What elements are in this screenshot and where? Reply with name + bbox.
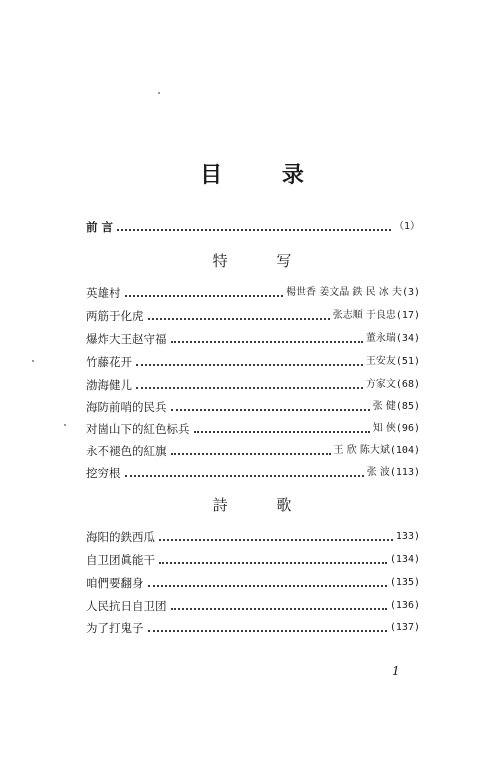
entry-page: (17) <box>395 310 420 321</box>
entry-page: (68) <box>395 379 420 390</box>
toc-entry <box>86 619 420 637</box>
entry-title: 永不褪色的紅旗 <box>86 444 167 458</box>
entry-page: (34) <box>395 333 420 344</box>
section-heading-features: 特 写 <box>212 252 314 270</box>
scan-speck <box>64 424 66 426</box>
entry-author: 张 健 <box>372 401 396 412</box>
entry-page: (136) <box>389 600 420 611</box>
dot-leader <box>171 608 387 610</box>
entry-title: 爆炸大王赵守福 <box>86 332 167 346</box>
toc-entry <box>86 574 420 592</box>
entry-page: (85) <box>395 401 420 412</box>
entry-author: 方家文 <box>365 379 396 390</box>
section-heading-poems: 詩 歌 <box>212 496 314 514</box>
entry-title: 自卫团眞能干 <box>86 553 155 567</box>
entry-title: 对崮山下的紅色标兵 <box>86 422 190 436</box>
entry-author: 知 俠 <box>372 423 396 434</box>
toc-entry <box>86 353 420 371</box>
toc-entry <box>86 398 420 416</box>
dot-leader <box>125 475 364 477</box>
entry-title: 人民抗日自卫团 <box>86 599 167 613</box>
entry-page: （1） <box>393 221 420 232</box>
toc-entry <box>86 528 420 546</box>
entry-title: 渤海健儿 <box>86 378 132 392</box>
dot-leader <box>136 364 363 366</box>
entry-page: (96) <box>395 423 420 434</box>
entry-title: 竹藤花开 <box>86 355 132 369</box>
entry-title: 为了打鬼子 <box>86 621 144 635</box>
toc-entry <box>86 284 420 302</box>
entry-author: 张 波 <box>366 467 390 478</box>
entry-title: 前 言 <box>86 220 114 234</box>
entry-title: 英雄村 <box>86 286 121 300</box>
entry-page: (104) <box>389 445 420 456</box>
entry-author: 王安友 <box>365 356 396 367</box>
entry-title: 咱們要翻身 <box>86 576 144 590</box>
page-number: 1 <box>392 664 400 678</box>
toc-entry-preface <box>86 218 420 236</box>
toc-entry <box>86 551 420 569</box>
dot-leader <box>171 341 363 343</box>
toc-entry <box>86 307 420 325</box>
dot-leader <box>148 318 330 320</box>
dot-leader <box>194 431 370 433</box>
entry-page: (134) <box>389 554 420 565</box>
entry-page: (137) <box>389 622 420 633</box>
toc-entry <box>86 376 420 394</box>
entry-author: 董永瑞 <box>365 333 396 344</box>
entry-title: 海阳的鉄西瓜 <box>86 530 155 544</box>
dot-leader <box>148 585 387 587</box>
dot-leader <box>125 295 284 297</box>
toc-entry <box>86 464 420 482</box>
entry-author: 楊世香 姜文晶 鉄 民 冰 夫 <box>286 287 402 298</box>
dot-leader <box>148 630 387 632</box>
entry-author: 王 欣 陈大斌 <box>333 445 390 456</box>
page-title: 目 录 <box>200 162 330 188</box>
entry-page: (51) <box>395 356 420 367</box>
dot-leader <box>171 409 370 411</box>
entry-title: 挖穷根 <box>86 466 121 480</box>
dot-leader <box>171 453 331 455</box>
dot-leader <box>159 539 393 541</box>
entry-page: (3) <box>401 287 420 298</box>
entry-page: (113) <box>389 467 420 478</box>
dot-leader <box>159 562 387 564</box>
entry-page: (135) <box>389 577 420 588</box>
toc-entry <box>86 330 420 348</box>
entry-author: 张志順 于良忠 <box>332 310 396 321</box>
entry-page: 133) <box>395 531 420 542</box>
dot-leader <box>136 387 363 389</box>
scan-speck <box>32 360 34 362</box>
toc-entry <box>86 597 420 615</box>
entry-title: 两筋于化虎 <box>86 309 144 323</box>
entry-title: 海防前哨的民兵 <box>86 400 167 414</box>
toc-entry <box>86 442 420 460</box>
scan-speck <box>158 92 160 94</box>
toc-entry <box>86 420 420 438</box>
dot-leader <box>117 229 391 231</box>
